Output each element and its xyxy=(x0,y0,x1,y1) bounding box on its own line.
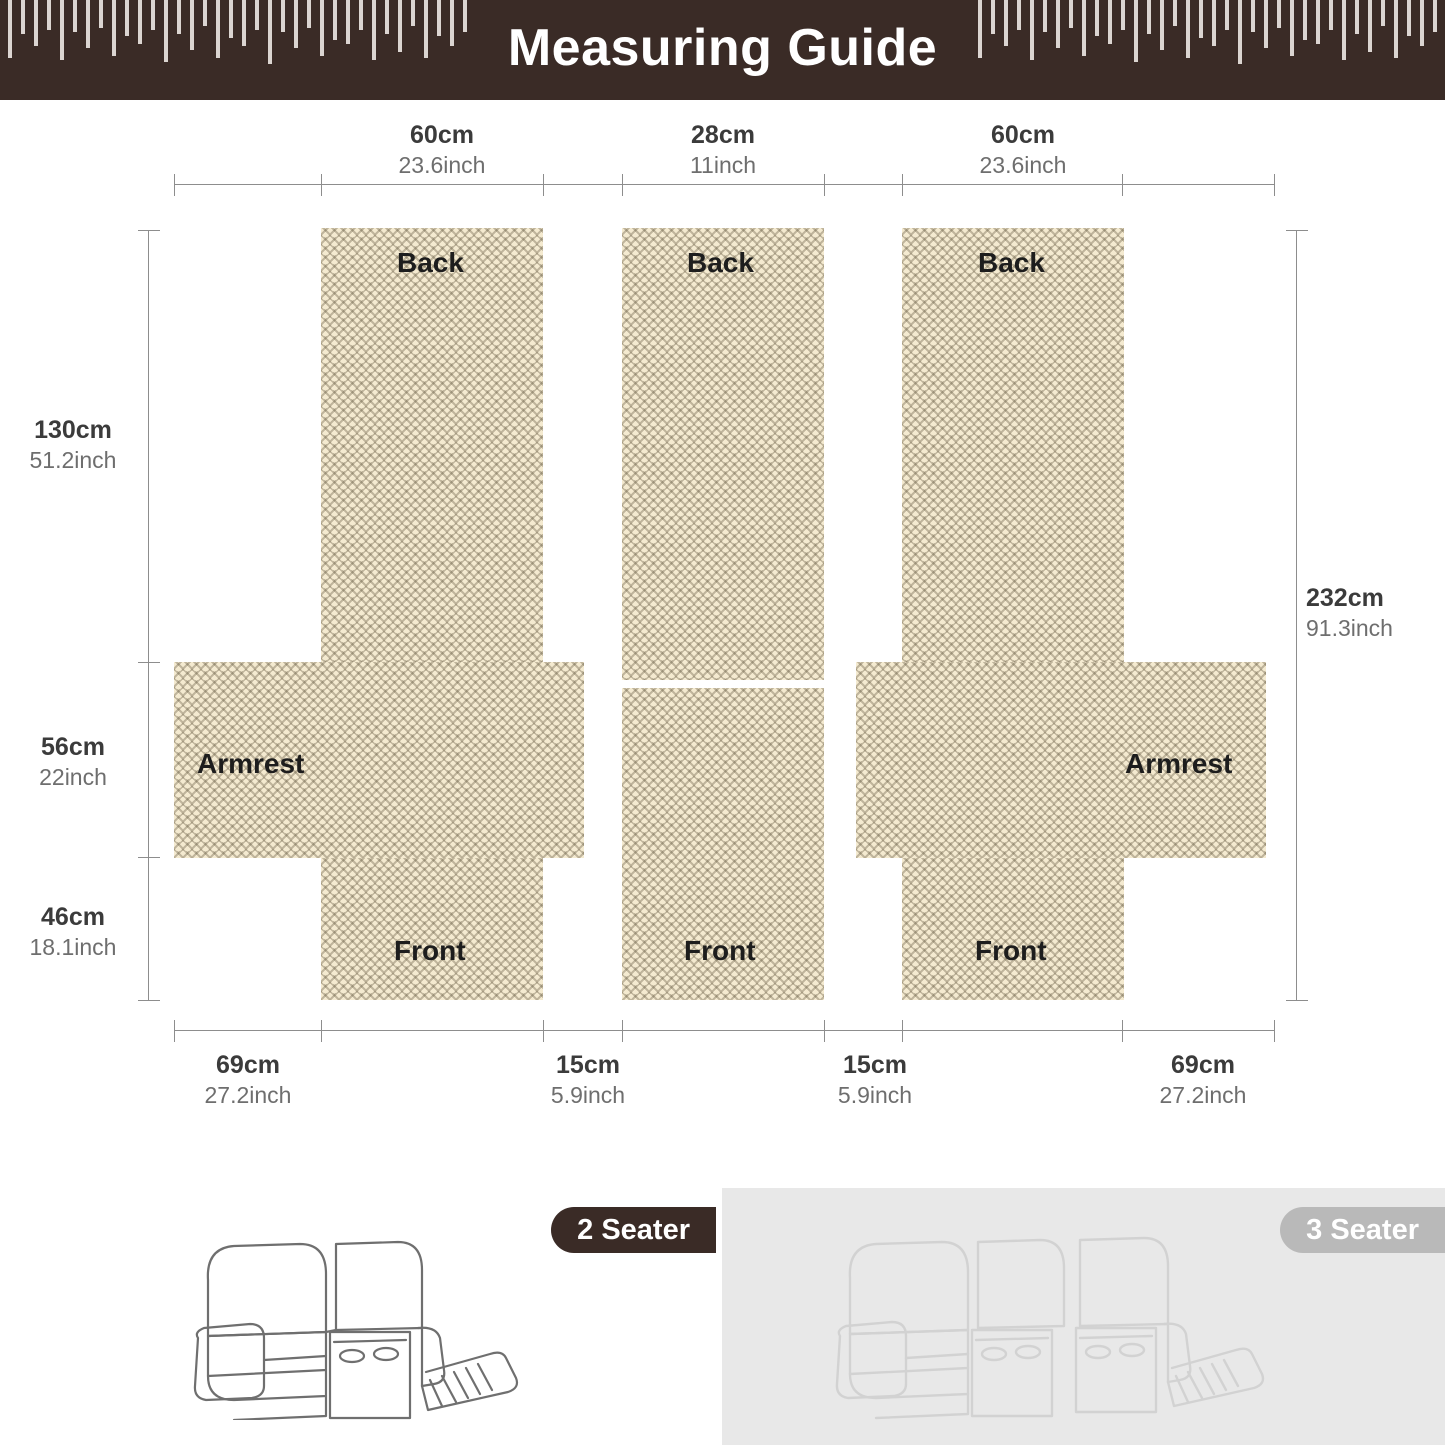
dimension-bottom-4 xyxy=(1093,1050,1313,1110)
dimension-value-inch: 22inch xyxy=(39,764,107,790)
piece-right-seat-front xyxy=(902,858,1124,1000)
two-seater-recliner-icon xyxy=(190,1220,530,1420)
dimension-value-inch: 27.2inch xyxy=(204,1082,292,1108)
dimension-left-1 xyxy=(8,415,138,475)
dimension-top-1 xyxy=(332,120,552,180)
piece-label-front: Front xyxy=(684,935,756,966)
dimension-value-cm: 56cm xyxy=(41,733,105,761)
left-rule-tick xyxy=(138,1000,160,1001)
bottom-rule-tick xyxy=(543,1020,544,1042)
dimension-value-inch: 23.6inch xyxy=(398,152,486,178)
page-title: Measuring Guide xyxy=(507,19,938,77)
dimension-top-3 xyxy=(913,120,1133,180)
dimension-value-inch: 27.2inch xyxy=(1159,1082,1247,1108)
piece-label-armrest: Armrest xyxy=(197,748,305,779)
two-seater-panel[interactable] xyxy=(0,1188,722,1445)
dimension-value-cm: 69cm xyxy=(216,1051,280,1079)
tab-two-seater[interactable]: 2 Seater xyxy=(551,1207,716,1253)
dimension-value-cm: 60cm xyxy=(410,121,474,149)
piece-label-back: Back xyxy=(978,247,1045,278)
top-rule-tick xyxy=(1274,174,1275,196)
dimension-value-inch: 91.3inch xyxy=(1306,615,1393,641)
header-bar xyxy=(0,0,1445,100)
dimension-value-cm: 46cm xyxy=(41,903,105,931)
left-rule-tick xyxy=(138,230,160,231)
dimension-bottom-2 xyxy=(478,1050,698,1110)
right-dimension-rule xyxy=(1296,230,1297,1000)
bottom-rule-tick xyxy=(1274,1020,1275,1042)
dimension-left-2 xyxy=(8,732,138,792)
right-rule-tick xyxy=(1286,230,1308,231)
dimension-right-1 xyxy=(1306,583,1441,643)
top-rule-tick xyxy=(321,174,322,196)
tab-three-seater[interactable]: 3 Seater xyxy=(1280,1207,1445,1253)
piece-right-seat-back xyxy=(902,228,1124,662)
dimension-value-cm: 69cm xyxy=(1171,1051,1235,1079)
bottom-rule-tick xyxy=(902,1020,903,1042)
piece-label-front: Front xyxy=(975,935,1047,966)
bottom-rule-tick xyxy=(824,1020,825,1042)
bottom-rule-tick xyxy=(321,1020,322,1042)
piece-console-back xyxy=(622,228,824,680)
dimension-value-inch: 51.2inch xyxy=(29,447,117,473)
left-dimension-rule xyxy=(148,230,149,1000)
dimension-left-3 xyxy=(8,902,138,962)
left-rule-tick xyxy=(138,857,160,858)
top-rule-tick xyxy=(174,174,175,196)
dimension-value-cm: 28cm xyxy=(691,121,755,149)
dimension-value-inch: 11inch xyxy=(689,152,757,178)
seater-comparison-bar xyxy=(0,1188,1445,1445)
piece-label-front: Front xyxy=(394,935,466,966)
dimension-value-inch: 18.1inch xyxy=(29,934,117,960)
top-rule-tick xyxy=(902,174,903,196)
dimension-value-inch: 5.9inch xyxy=(550,1082,626,1108)
bottom-dimension-rule xyxy=(174,1030,1274,1031)
measuring-diagram xyxy=(0,100,1445,1160)
three-seater-recliner-icon xyxy=(832,1218,1352,1423)
dimension-top-2 xyxy=(613,120,833,180)
piece-label-back: Back xyxy=(687,247,754,278)
left-rule-tick xyxy=(138,662,160,663)
right-rule-tick xyxy=(1286,1000,1308,1001)
dimension-value-cm: 130cm xyxy=(34,416,112,444)
piece-label-back: Back xyxy=(397,247,464,278)
piece-left-seat-front xyxy=(321,858,543,1000)
dimension-value-cm: 15cm xyxy=(556,1051,620,1079)
bottom-rule-tick xyxy=(174,1020,175,1042)
dimension-value-cm: 232cm xyxy=(1306,584,1384,612)
dimension-bottom-3 xyxy=(765,1050,985,1110)
top-dimension-rule xyxy=(174,184,1274,185)
bottom-rule-tick xyxy=(622,1020,623,1042)
piece-left-seat-back xyxy=(321,228,543,662)
dimension-value-cm: 15cm xyxy=(843,1051,907,1079)
bottom-rule-tick xyxy=(1122,1020,1123,1042)
dimension-value-inch: 23.6inch xyxy=(979,152,1067,178)
piece-label-armrest: Armrest xyxy=(1125,748,1233,779)
dimension-value-inch: 5.9inch xyxy=(837,1082,913,1108)
three-seater-panel[interactable] xyxy=(722,1188,1445,1445)
dimension-value-cm: 60cm xyxy=(991,121,1055,149)
dimension-bottom-1 xyxy=(138,1050,358,1110)
